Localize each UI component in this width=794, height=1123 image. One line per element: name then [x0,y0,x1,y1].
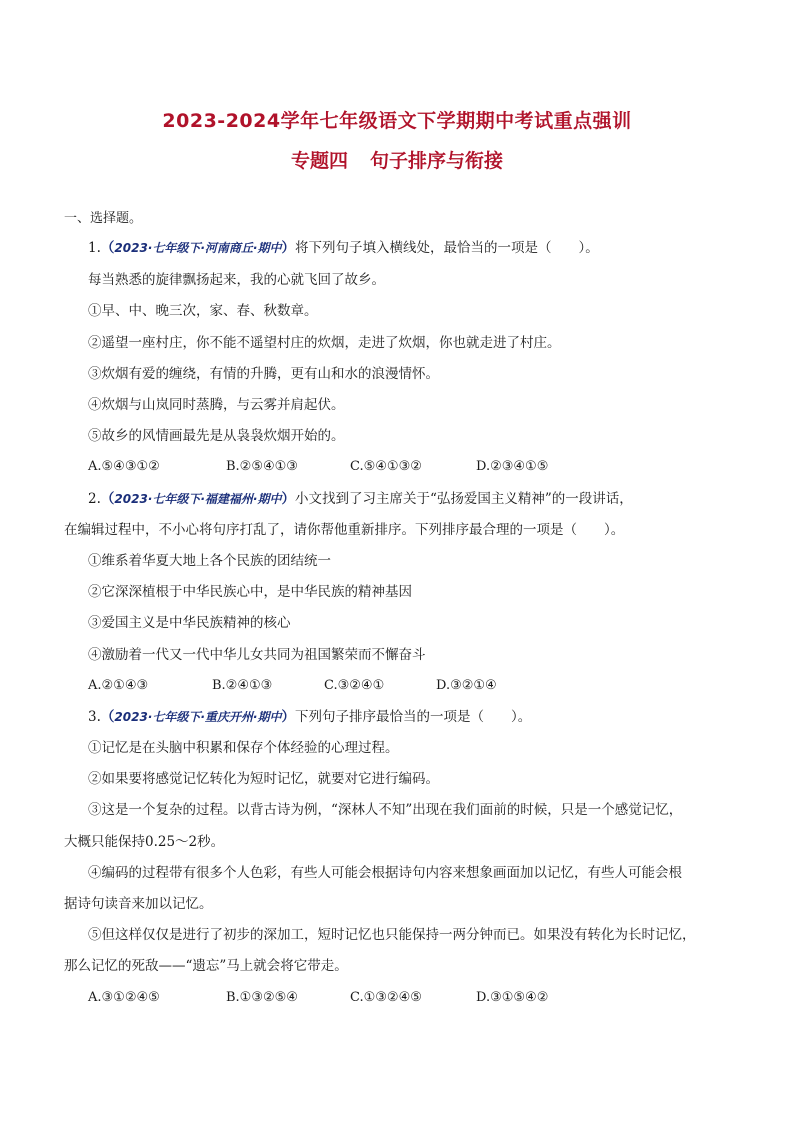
question-1-item: ⑤故乡的风情画最先是从袅袅炊烟开始的。 [88,428,345,444]
section-title: 一、选择题。 [64,211,143,226]
option-d[interactable]: D.③①⑤④② [476,990,549,1005]
question-2-stem-continued: 在编辑过程中，不小心将句序打乱了，请你帮他重新排序。下列排序最合理的一项是（ ）。 [64,522,625,538]
question-3-item-continued: 据诗句读音来加以记忆。 [64,896,213,912]
option-b[interactable]: B.①③②⑤④ [226,990,298,1005]
question-text: 小文找到了习主席关于“弘扬爱国主义精神”的一段讲话， [294,491,633,507]
question-1-options [88,459,548,474]
question-3-stem: 3.（2023·七年级下·重庆开州·期中）下列句子排序最恰当的一项是（ ）。 [88,709,532,725]
question-2-options [88,678,497,693]
question-3-item: ①记忆是在头脑中积累和保存个体经验的心理过程。 [88,740,399,756]
option-a[interactable]: A.③①②④⑤ [88,990,160,1005]
question-3-item-continued: 那么记忆的死敌——“遗忘”马上就会将它带走。 [64,958,348,974]
question-source: 2023·七年级下·重庆开州·期中 [114,710,282,724]
topic-number: 专题四 [290,150,348,172]
question-2-item: ②它深深植根于中华民族心中，是中华民族的精神基因 [88,584,412,600]
option-d[interactable]: D.③②①④ [436,678,497,693]
document-subtitle [0,146,794,173]
option-b[interactable]: B.②⑤④①③ [226,459,298,474]
option-c[interactable]: C.⑤④①③② [350,459,422,474]
question-number: 1. [88,240,101,256]
option-b[interactable]: B.②④①③ [212,678,273,693]
question-3-options [88,990,548,1005]
question-2-item: ④激励着一代又一代中华儿女共同为祖国繁荣而不懈奋斗 [88,647,426,663]
option-d[interactable]: D.②③④①⑤ [476,459,549,474]
question-1-context: 每当熟悉的旋律飘扬起来，我的心就飞回了故乡。 [88,272,385,288]
option-c[interactable]: C.③②④① [324,678,385,693]
question-3-item: ④编码的过程带有很多个人色彩，有些人可能会根据诗句内容来想象画面加以记忆，有些人可能会根 [88,865,682,881]
question-1-item: ③炊烟有爱的缠绕，有情的升腾，更有山和水的浪漫情怀。 [88,366,439,382]
question-source: 2023·七年级下·福建福州·期中 [114,492,282,506]
question-1-item: ④炊烟与山岚同时蒸腾，与云雾并肩起伏。 [88,397,345,413]
question-1-item: ②遥望一座村庄，你不能不遥望村庄的炊烟，走进了炊烟，你也就走进了村庄。 [88,335,561,351]
question-2-stem: 2.（2023·七年级下·福建福州·期中）小文找到了习主席关于“弘扬爱国主义精神”的一段讲话， [88,491,633,507]
option-a[interactable]: A.②①④③ [88,678,149,693]
option-c[interactable]: C.①③②④⑤ [350,990,422,1005]
question-number: 3. [88,709,101,725]
question-2-item: ③爱国主义是中华民族精神的核心 [88,615,291,631]
question-1-stem: 1.（2023·七年级下·河南商丘·期中）将下列句子填入横线处，最恰当的一项是（ ）。 [88,240,599,256]
question-1-item: ①早、中、晚三次，家、春、秋数章。 [88,303,318,319]
question-3-item: ③这是一个复杂的过程。以背古诗为例，“深林人不知”出现在我们面前的时候，只是一个感觉记忆， [88,802,683,818]
document-title: 2023-2024学年七年级语文下学期期中考试重点强训 [162,110,632,132]
topic-name: 句子排序与衔接 [370,150,504,172]
question-source: 2023·七年级下·河南商丘·期中 [114,241,282,255]
question-number: 2. [88,491,101,507]
question-3-item: ②如果要将感觉记忆转化为短时记忆，就要对它进行编码。 [88,771,439,787]
option-a[interactable]: A.⑤④③①② [88,459,160,474]
question-3-item: ⑤但这样仅仅是进行了初步的深加工，短时记忆也只能保持一两分钟而已。如果没有转化为长时记忆， [88,927,696,943]
question-text: 将下列句子填入横线处，最恰当的一项是（ ）。 [294,240,599,256]
question-2-item: ①维系着华夏大地上各个民族的团结统一 [88,553,331,569]
question-3-item-continued: 大概只能保持0.25～2秒。 [64,834,225,850]
question-text: 下列句子排序最恰当的一项是（ ）。 [294,709,532,725]
